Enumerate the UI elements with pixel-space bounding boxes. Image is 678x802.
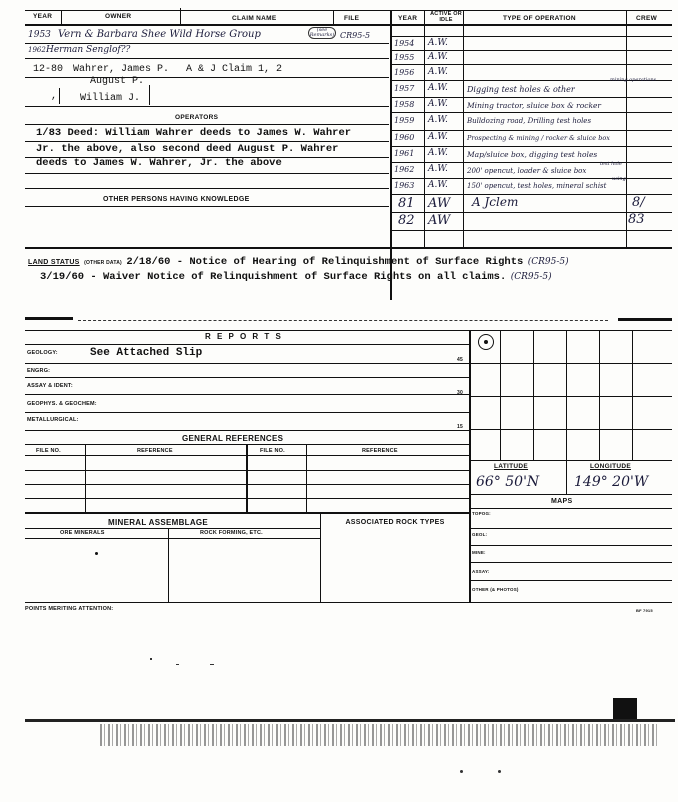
activity-operation: Digging test holes & other [467,85,575,94]
active-col-header: ACTIVE OR IDLE [430,11,462,23]
activity-operation: Prospecting & mining / rocker & sluice box [467,134,610,142]
mineral-col-divider [320,512,321,602]
operators-rule [25,124,389,125]
activity-year: 1960 [394,133,415,142]
activity-crew: 83 [628,212,645,227]
activity-row-rule [390,112,672,113]
activity-status: AW [428,196,451,211]
owner-year: , [51,91,58,102]
geology-label: GEOLOGY: [27,350,58,356]
owner-col-header: OWNER [105,13,132,20]
activity-row-rule [390,146,672,147]
activity-operation: Map/sluice box, digging test holes [467,150,598,159]
owner-year: 1962 [28,46,46,54]
crew-col-header: CREW [636,15,658,22]
maps-other-label: OTHER (& PHOTOS) [472,587,519,592]
latitude-label: LATITUDE [494,463,529,470]
file-col-header: FILE [344,15,360,22]
maps-rule [469,580,672,581]
report-number: 45 [457,357,463,363]
maps-rule [469,562,672,563]
owner-year: 1953 [28,30,51,40]
refs-rule [25,484,469,485]
activity-status: A.W. [428,52,448,62]
header-bottom-rule [25,24,672,26]
activity-status: A.W. [428,99,448,109]
activity-status: A.W. [428,83,448,93]
activity-year: 1957 [394,84,415,93]
maps-rule [469,494,672,495]
longitude-value: 149° 20'W [574,474,649,490]
general-refs-title: GENERAL REFERENCES [182,434,284,443]
col-divider [180,8,181,24]
maps-title: MAPS [551,498,573,505]
maps-geol-label: GEOL: [472,532,488,537]
maps-topog-label: TOPOG: [472,511,491,516]
activity-note: using [612,176,626,182]
activity-row-rule [390,36,672,37]
points-meriting-attention: POINTS MERITING ATTENTION: [25,606,114,612]
activity-status: A.W. [428,115,448,125]
scan-speck [176,664,179,665]
refs-rule [25,512,469,514]
col-divider [59,88,60,104]
geology-value: See Attached Slip [90,347,203,359]
scan-speck [210,664,214,665]
operators-rule [25,141,389,142]
latlong-divider [566,460,567,494]
grid-line [599,330,600,460]
reports-rule [25,412,469,413]
owner-row-rule [25,77,389,78]
operator-line: deeds to James W. Wahrer, Jr. the above [36,157,282,169]
activity-operation: A Jclem [472,195,519,209]
assay-label: ASSAY & IDENT: [27,383,73,389]
grid-line [469,396,672,397]
form-number: BF 7915 [636,608,653,613]
land-status-ref: (CR95-5) [510,272,552,282]
refs-col-divider [246,444,248,512]
report-number: 15 [457,424,463,430]
grid-line [632,330,633,460]
activity-note: mining operations [610,77,657,83]
refs-rule [25,498,469,499]
activity-status: A.W. [428,164,448,174]
activity-year: 1958 [394,100,415,109]
owner-name: Wahrer, James P. [73,64,170,75]
activity-year: 1961 [394,149,415,158]
longitude-label: LONGITUDE [590,463,631,470]
scan-mark [618,318,672,321]
col-divider [61,10,62,24]
land-status-ref: (CR95-5) [527,257,569,267]
reports-rule [25,394,469,395]
operation-col-header: TYPE OF OPERATION [503,15,576,22]
grid-line [469,429,672,430]
bottom-rule [25,602,469,603]
operators-rule [25,173,389,174]
scan-edge-rule [25,719,675,722]
grid-line [500,330,501,460]
owner-row-rule [25,43,389,44]
activity-operation: Mining tractor, sluice box & rocker [467,101,602,110]
activity-row-rule [390,230,672,231]
grid-line [469,363,672,364]
operators-rule [25,188,389,189]
mineral-col-divider [168,528,169,602]
activity-operation: 150' opencut, test holes, mineral schist [467,182,607,190]
activity-year: 1956 [394,68,415,77]
other-persons-title: OTHER PERSONS HAVING KNOWLEDGE [103,196,250,203]
claim-name: A & J Claim 1, 2 [186,64,283,75]
activity-status: AW [428,213,451,228]
activity-row-rule [390,194,672,195]
reports-rule [25,344,469,345]
maps-mine-label: MINE: [472,550,486,555]
refs-col-divider [306,444,307,512]
land-status-label: LAND STATUS [28,259,80,266]
scan-noise-band [100,724,660,746]
land-status-entry: 2/18/60 - Notice of Hearing of Relinquishment of Surface Rights [126,256,524,268]
owner-row-rule [25,106,389,107]
owner-row-rule [25,58,389,59]
header-top-rule [25,10,672,11]
activity-status: A.W. [428,148,448,158]
owner-name: Vern & Barbara Shee Wild Horse Group [58,29,261,40]
owner-name: Herman Senglof?? [46,45,131,55]
scan-speck [460,770,463,773]
refs-col-header: FILE NO. [36,448,61,454]
bottom-rule [469,602,672,603]
owner-file: CR95-5 [340,31,371,40]
associated-rock-types-header: ASSOCIATED ROCK TYPES [345,519,445,526]
reports-title: R E P O R T S [205,332,283,341]
year-col-header: YEAR [33,13,53,20]
activity-note: test hole [600,161,622,167]
activity-year: 1963 [394,181,415,190]
claim-name-col-header: CLAIM NAME [232,15,277,22]
activity-year: 1955 [394,53,415,62]
operators-title: OPERATORS [175,114,219,121]
mineral-rule [25,538,320,539]
activity-status: A.W. [428,180,448,190]
section-rule [78,320,608,321]
activity-operation: Bulldozing road, Drilling test holes [467,117,592,125]
grid-line [469,460,672,461]
col-divider [149,85,150,105]
metallurgical-label: METALLURGICAL: [27,417,79,423]
owner-note: (see Remarks) [309,27,335,38]
year2-col-header: YEAR [398,15,418,22]
ore-minerals-header: ORE MINERALS [60,530,105,536]
geophys-label: GEOPHYS. & GEOCHEM: [27,401,97,407]
owner-name: August P. [90,76,145,87]
refs-col-header: FILE NO. [260,448,285,454]
refs-col-header: REFERENCE [362,448,398,454]
col-divider [333,10,334,24]
land-status-entry: 3/19/60 - Waiver Notice of Relinquishment of Surface Rights on all claims. [40,271,507,283]
activity-year: 81 [398,196,415,211]
activity-status: A.W. [428,67,448,77]
refs-rule [25,470,469,471]
maps-assay-label: ASSAY: [472,569,490,574]
activity-row-rule [390,97,672,98]
activity-row-rule [390,50,672,51]
scan-mark [25,317,73,320]
latitude-value: 66° 50'N [476,474,540,490]
ink-dot [95,552,98,555]
grid-line [566,330,567,460]
operator-line: 1/83 Deed: William Wahrer deeds to James W. Wahrer [36,127,352,139]
location-target-icon [478,334,494,350]
operator-line: Jr. the above, also second deed August P. Wahrer [36,143,339,155]
mineral-assemblage-title: MINERAL ASSEMBLAGE [108,518,209,527]
activity-crew: 8/ [632,195,645,210]
engrg-label: ENGRG: [27,368,51,374]
activity-row-rule [390,178,672,179]
section-rule [25,247,672,249]
scan-speck [150,658,152,660]
maps-rule [469,528,672,529]
reports-rule [25,377,469,378]
owner-name: William J. [80,93,141,104]
activity-year: 1959 [394,116,415,125]
report-number: 30 [457,390,463,396]
reports-rule [25,363,469,364]
mineral-rule [25,528,320,529]
grid-line [533,330,534,460]
scan-speck [498,770,501,773]
activity-status: A.W. [428,38,448,48]
others-rule [25,206,389,207]
reports-rule [25,430,469,431]
activity-row-rule [390,130,672,131]
maps-rule [469,545,672,546]
rock-forming-header: ROCK FORMING, ETC. [200,530,263,536]
land-status-sub: (OTHER DATA) [84,260,122,266]
owner-year: 12-80 [33,64,64,75]
activity-year: 1962 [394,165,415,174]
activity-row-rule [390,162,672,163]
refs-col-divider [85,444,86,512]
land-status-line2 [40,266,552,284]
activity-operation: 200' opencut, loader & sluice box [467,167,587,175]
refs-col-header: REFERENCE [137,448,173,454]
activity-year: 82 [398,213,415,228]
activity-status: A.W. [428,132,448,142]
activity-year: 1954 [394,39,415,48]
maps-rule [469,508,672,509]
activity-row-rule [390,64,672,65]
section-rule [25,330,672,331]
